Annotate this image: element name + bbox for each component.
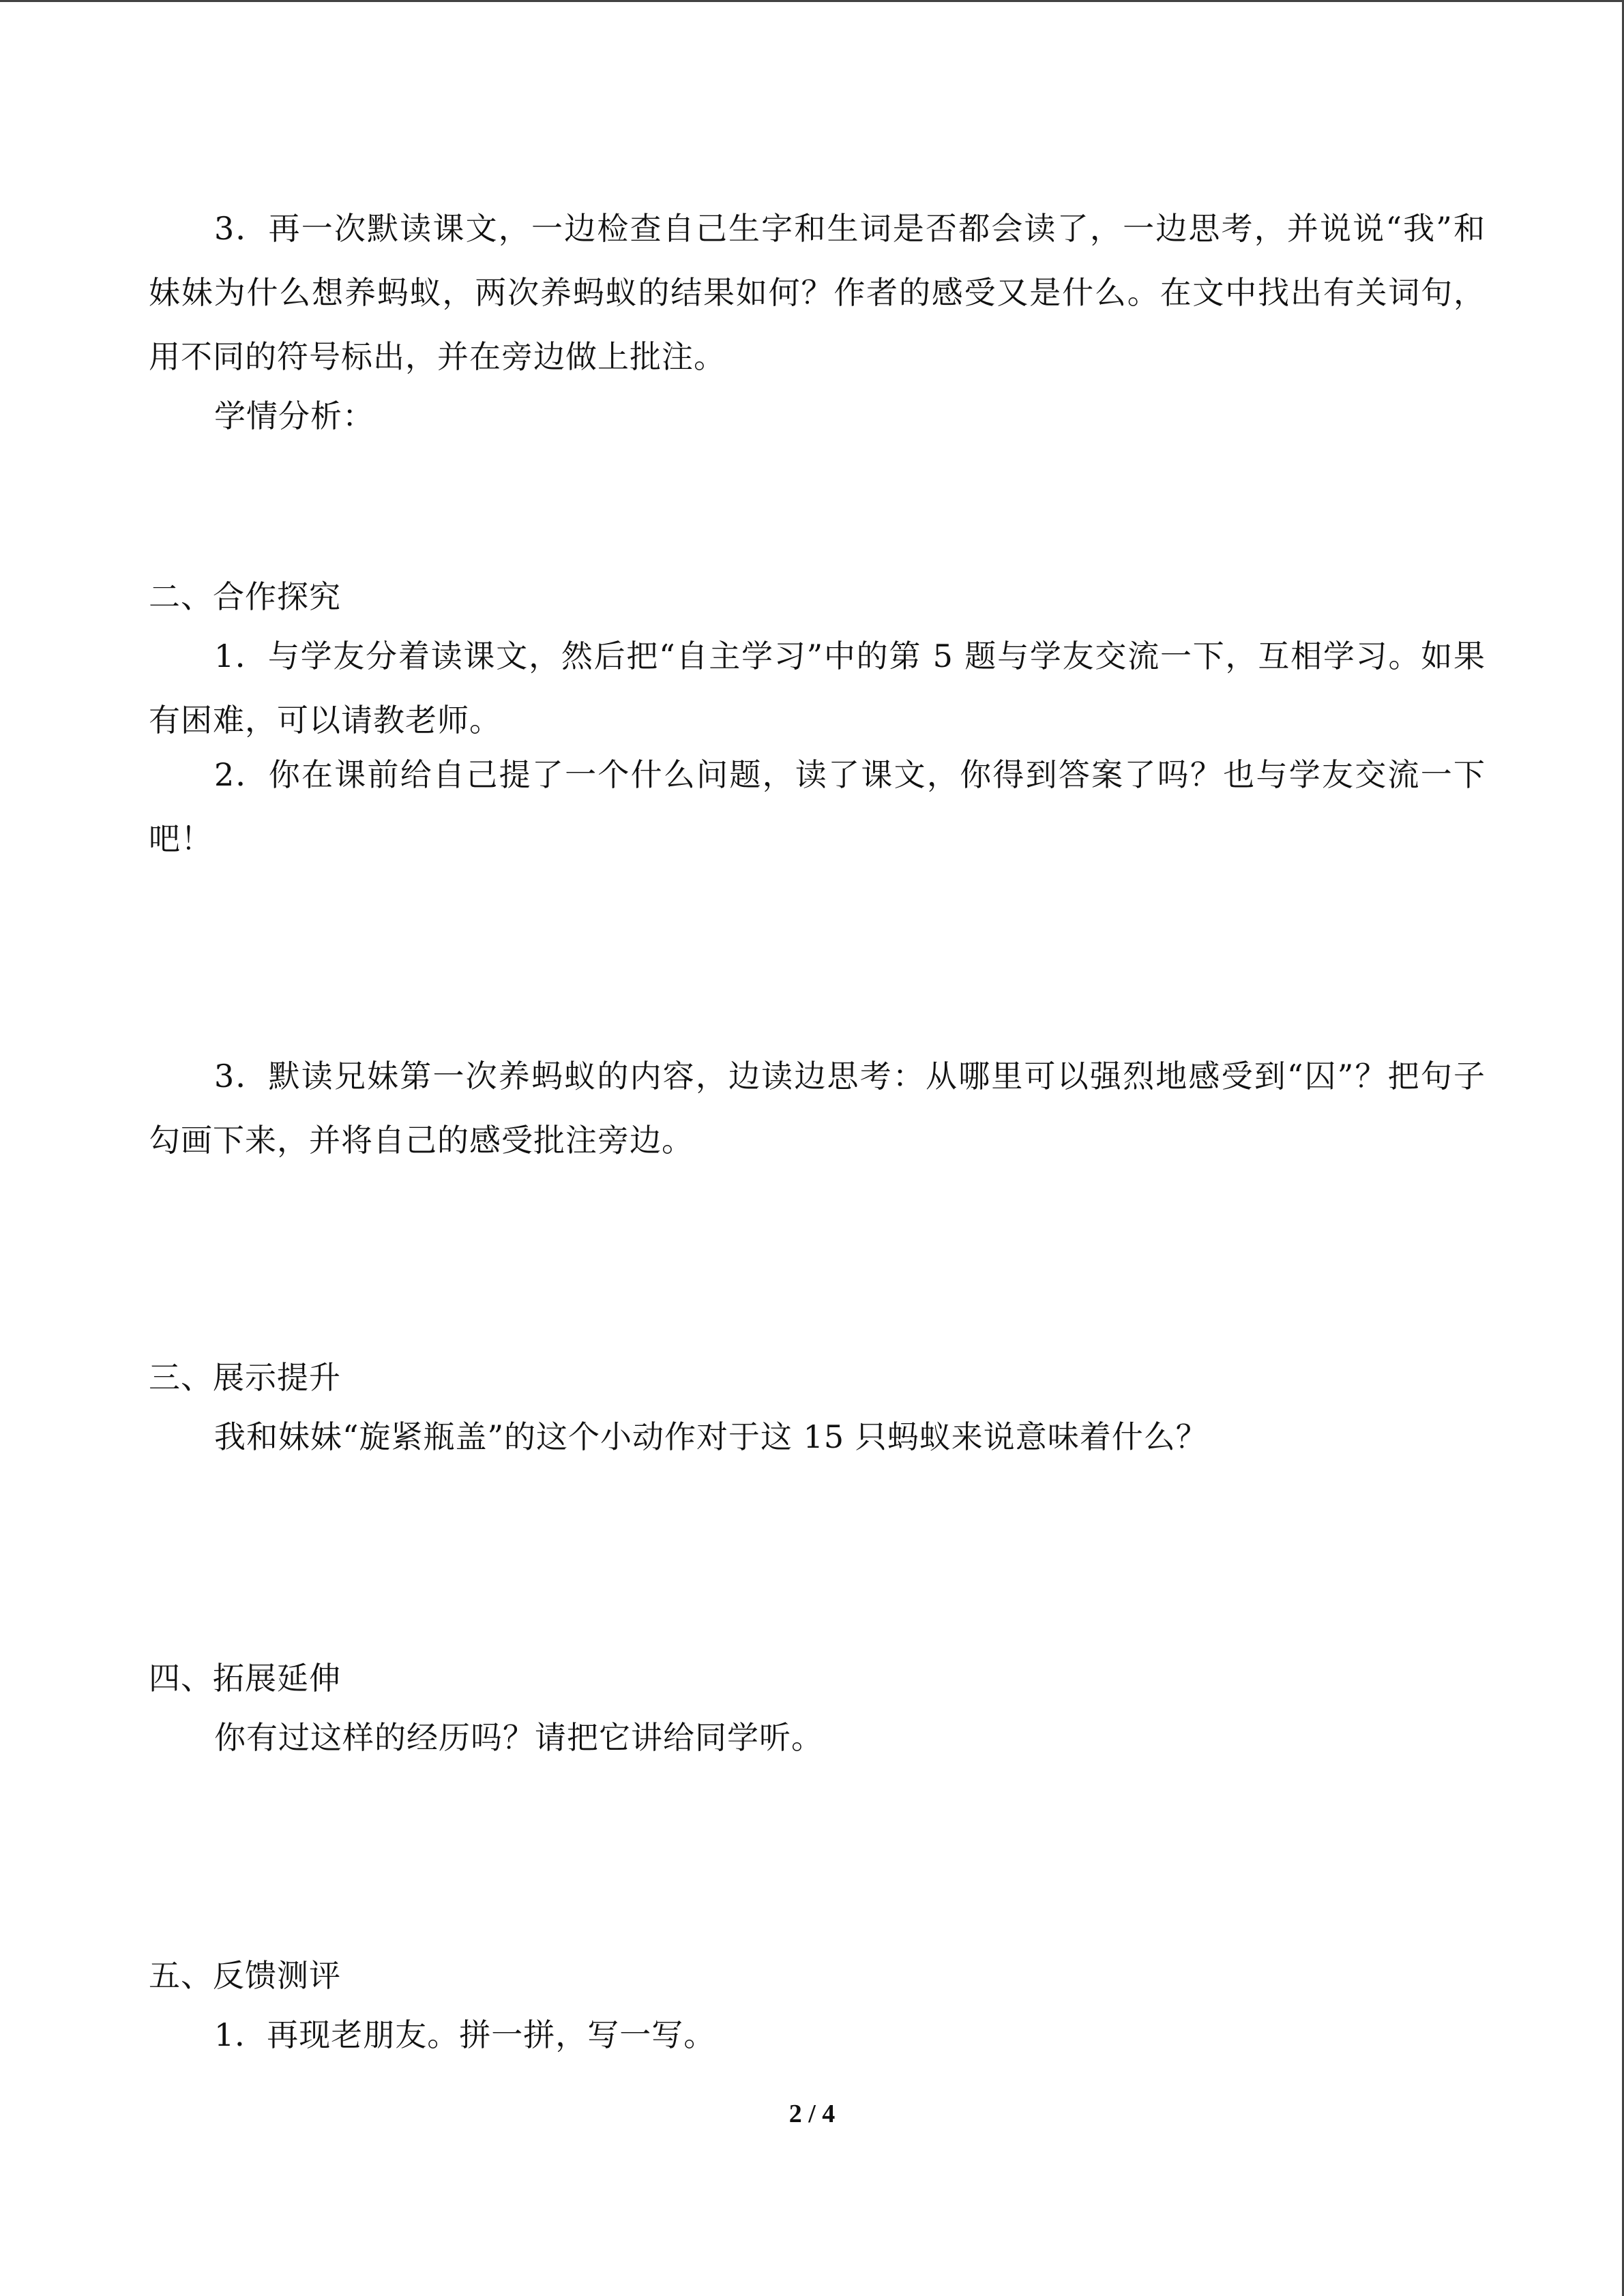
analysis-label: 学情分析： [214,398,374,434]
page-number: 2 / 4 [788,2100,836,2128]
section-2-item-2: 2．你在课前给自己提了一个什么问题，读了课文，你得到答案了吗？也与学友交流一下吧！ [149,756,1486,857]
section-3-heading: 三、展示提升 [149,1359,341,1396]
section-4-heading: 四、拓展延伸 [149,1660,341,1697]
section-5-heading: 五、反馈测评 [149,1957,341,1994]
section-2-item-1: 1．与学友分着读课文，然后把“自主学习”中的第 5 题与学友交流一下，互相学习。如果有困难，可以请教老师。 [149,638,1486,739]
self-study-item-3: 3．再一次默读课文，一边检查自己生字和生词是否都会读了，一边思考，并说说“我”和妹妹为什么想养蚂蚁，两次养蚂蚁的结果如何？作者的感受又是什么。在文中找出有关词句，用不同的符号标出，并在旁边做上批注。 [149,210,1486,375]
section-3-question: 我和妹妹“旋紧瓶盖”的这个小动作对于这 15 只蚂蚁来说意味着什么？ [214,1418,1208,1455]
section-2-item-3: 3．默读兄妹第一次养蚂蚁的内容，边读边思考：从哪里可以强烈地感受到“囚”？把句子勾画下来，并将自己的感受批注旁边。 [149,1058,1486,1159]
section-5-item-1: 1．再现老朋友。拼一拼，写一写。 [214,2016,716,2053]
section-4-question: 你有过这样的经历吗？请把它讲给同学听。 [214,1719,823,1756]
page-top-border [0,0,1624,2]
section-2-heading: 二、合作探究 [149,578,341,615]
